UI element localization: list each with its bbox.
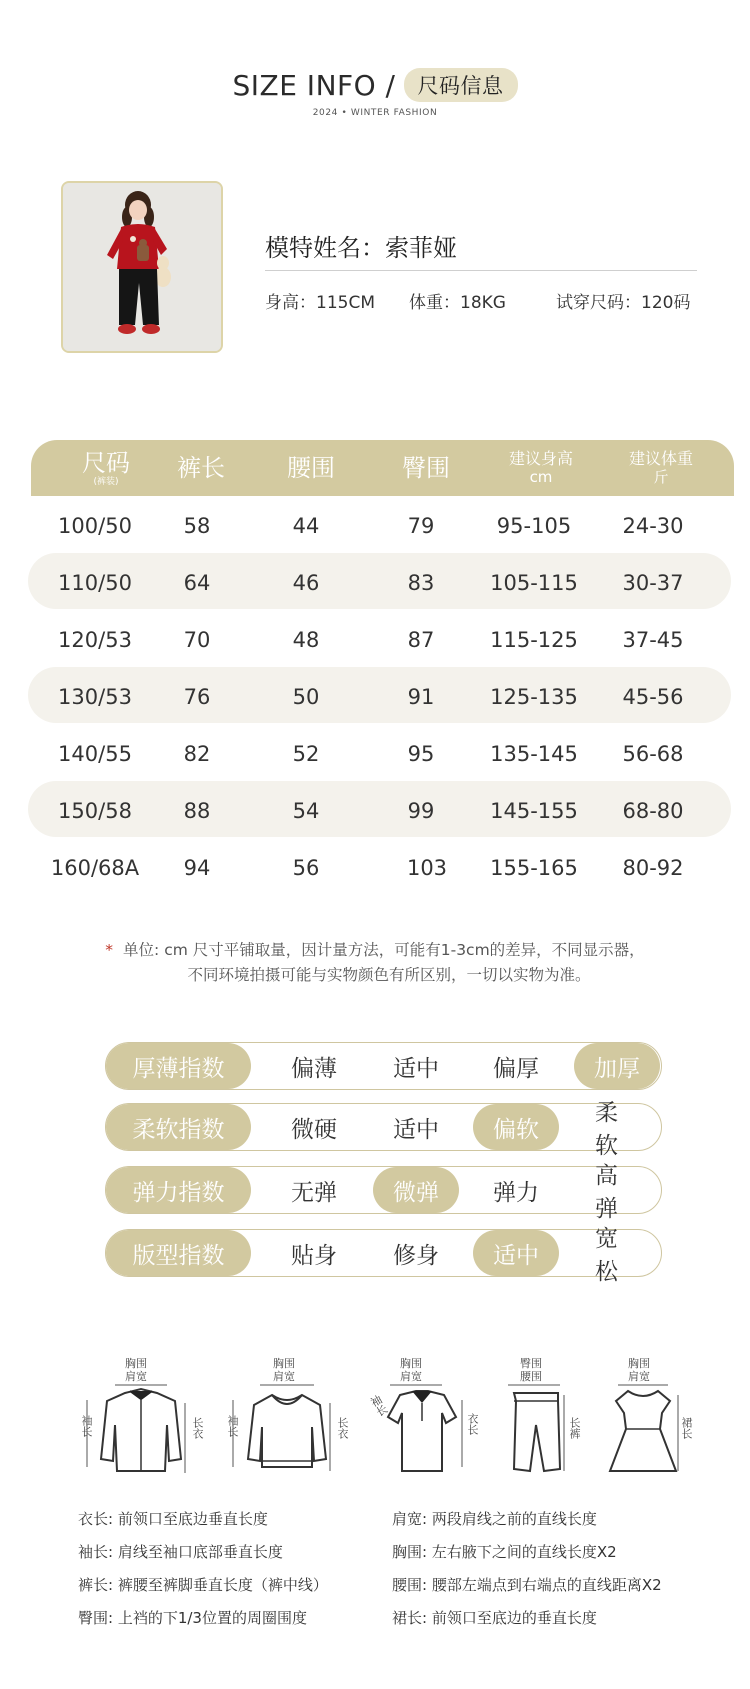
pants-label-length: 长裤 xyxy=(568,1417,581,1439)
jacket-icon xyxy=(75,1355,205,1485)
definition-chest: 胸围: 左右腋下之间的直线长度X2 xyxy=(392,1543,617,1561)
size-table-header xyxy=(31,440,734,496)
index-option: 适中 xyxy=(393,1116,439,1143)
cell-waist: 54 xyxy=(292,799,320,823)
index-option: 柔软 xyxy=(595,1100,618,1159)
cell-waist: 48 xyxy=(292,628,320,652)
polo-label-sleeve: 袖长 xyxy=(367,1392,390,1419)
cell-waist: 50 xyxy=(292,685,320,709)
cell-hip: 99 xyxy=(407,799,435,823)
th-rec-height-unit: cm xyxy=(529,468,553,486)
pants-label-hip: 臀围 xyxy=(520,1357,542,1370)
index-option: 微硬 xyxy=(291,1116,337,1143)
index-option: 无弹 xyxy=(291,1179,337,1206)
sweater-diagram xyxy=(220,1355,350,1485)
cell-waist: 44 xyxy=(292,514,320,538)
th-hip xyxy=(376,440,476,496)
cell-rec-weight: 45-56 xyxy=(622,685,684,709)
page-title xyxy=(233,68,518,102)
cell-length: 64 xyxy=(183,571,211,595)
cell-rec-weight: 24-30 xyxy=(622,514,684,538)
note-line-1 xyxy=(0,938,750,960)
definition-sleeve: 袖长: 肩线至袖口底部垂直长度 xyxy=(78,1543,283,1561)
jacket-label-sleeve: 袖长 xyxy=(80,1415,93,1437)
cell-rec-height: 95-105 xyxy=(496,514,572,538)
note-star: * xyxy=(105,941,114,959)
polo-label-shoulder: 肩宽 xyxy=(400,1370,422,1383)
cell-rec-weight: 30-37 xyxy=(622,571,684,595)
cell-rec-height: 115-125 xyxy=(490,628,578,652)
cell-waist: 52 xyxy=(292,742,320,766)
cell-hip: 79 xyxy=(407,514,435,538)
th-rec-height-label: 建议身高 xyxy=(508,449,573,468)
definition-waist: 腰围: 腰部左端点到右端点的直线距离X2 xyxy=(392,1576,662,1594)
sweater-label-sleeve: 袖长 xyxy=(226,1415,239,1437)
cell-waist: 46 xyxy=(292,571,320,595)
index-row-elasticity xyxy=(105,1163,662,1222)
definition-pants-length: 裤长: 裤腰至裤脚垂直长度（裤中线） xyxy=(78,1576,328,1594)
cell-size: 140/55 xyxy=(58,742,132,766)
th-rec-weight-label: 建议体重 xyxy=(628,449,693,468)
jacket-label-shoulder: 肩宽 xyxy=(125,1370,147,1383)
dress-icon xyxy=(598,1355,698,1485)
dress-label-length: 裙长 xyxy=(680,1417,693,1439)
cell-size: 160/68A xyxy=(50,856,140,880)
index-row-fit xyxy=(105,1226,662,1285)
index-option-selected: 加厚 xyxy=(574,1043,660,1089)
index-label: 版型指数 xyxy=(106,1230,251,1276)
model-try-size: 试穿尺码：120码 xyxy=(556,293,691,313)
page-subtitle: 2024 • WINTER FASHION xyxy=(312,108,438,118)
cell-rec-height: 135-145 xyxy=(490,742,578,766)
sweater-label-length: 长衣 xyxy=(336,1417,349,1439)
th-hip-label: 臀围 xyxy=(402,454,450,482)
index-row-thickness xyxy=(105,1042,662,1090)
note-text-1: 单位: cm 尺寸平铺取量，因计量方法，可能有1-3cm的差异，不同显示器， xyxy=(123,941,645,959)
model-weight: 体重：18KG xyxy=(409,293,506,313)
title-en: SIZE INFO / xyxy=(232,68,396,102)
index-option: 修身 xyxy=(393,1242,439,1269)
th-rec-weight xyxy=(611,440,711,496)
cell-length: 94 xyxy=(183,856,211,880)
index-option-selected: 适中 xyxy=(473,1230,559,1276)
index-option: 宽松 xyxy=(595,1226,618,1285)
th-size xyxy=(66,440,146,496)
jacket-diagram xyxy=(75,1355,205,1485)
definition-skirt-length: 裙长: 前领口至底边的垂直长度 xyxy=(392,1609,597,1627)
definition-shoulder: 肩宽: 两段肩线之前的直线长度 xyxy=(392,1510,597,1528)
cell-length: 58 xyxy=(183,514,211,538)
title-cn-badge: 尺码信息 xyxy=(404,68,518,102)
polo-diagram xyxy=(367,1355,485,1485)
index-option: 偏厚 xyxy=(493,1055,539,1082)
cell-hip: 103 xyxy=(406,856,448,880)
index-label: 弹力指数 xyxy=(106,1167,251,1213)
index-option-selected: 偏软 xyxy=(473,1104,559,1150)
cell-waist: 56 xyxy=(292,856,320,880)
cell-hip: 87 xyxy=(407,628,435,652)
cell-size: 110/50 xyxy=(58,571,132,595)
cell-length: 82 xyxy=(183,742,211,766)
th-length xyxy=(151,440,251,496)
index-option-selected: 微弹 xyxy=(373,1167,459,1213)
index-row-softness xyxy=(105,1100,662,1159)
model-figure-image xyxy=(63,183,221,351)
cell-hip: 83 xyxy=(407,571,435,595)
index-option: 适中 xyxy=(393,1055,439,1082)
cell-length: 70 xyxy=(183,628,211,652)
cell-rec-height: 105-115 xyxy=(490,571,578,595)
jacket-label-length: 长衣 xyxy=(191,1417,204,1439)
model-divider xyxy=(265,270,697,271)
index-label: 厚薄指数 xyxy=(106,1043,251,1089)
cell-rec-height: 125-135 xyxy=(490,685,578,709)
cell-rec-weight: 68-80 xyxy=(622,799,684,823)
definition-hip: 臀围: 上裆的下1/3位置的周圈围度 xyxy=(78,1609,307,1627)
th-size-note: (裤装) xyxy=(93,477,119,487)
polo-icon xyxy=(370,1355,485,1485)
index-option: 贴身 xyxy=(291,1242,337,1269)
model-photo xyxy=(61,181,223,353)
dress-label-chest: 胸围 xyxy=(628,1357,650,1370)
cell-size: 130/53 xyxy=(58,685,132,709)
th-size-label: 尺码 xyxy=(82,449,130,477)
cell-length: 76 xyxy=(183,685,211,709)
polo-label-chest: 胸围 xyxy=(400,1357,422,1370)
th-waist-label: 腰围 xyxy=(287,454,335,482)
index-option: 高弹 xyxy=(595,1163,618,1222)
page-header xyxy=(0,68,750,102)
cell-rec-weight: 80-92 xyxy=(622,856,684,880)
model-name: 模特姓名：索菲娅 xyxy=(265,234,457,262)
index-label: 柔软指数 xyxy=(106,1104,251,1150)
pants-diagram xyxy=(500,1355,590,1485)
dress-label-shoulder: 肩宽 xyxy=(628,1370,650,1383)
sweater-label-shoulder: 肩宽 xyxy=(273,1370,295,1383)
cell-length: 88 xyxy=(183,799,211,823)
th-waist xyxy=(261,440,361,496)
pants-label-waist: 腰围 xyxy=(520,1370,542,1383)
model-height: 身高：115CM xyxy=(265,293,375,313)
cell-size: 100/50 xyxy=(58,514,132,538)
index-option: 偏薄 xyxy=(291,1055,337,1082)
definition-length: 衣长: 前领口至底边垂直长度 xyxy=(78,1510,268,1528)
cell-rec-height: 145-155 xyxy=(490,799,578,823)
cell-rec-weight: 37-45 xyxy=(622,628,684,652)
jacket-label-chest: 胸围 xyxy=(125,1357,147,1370)
cell-rec-height: 155-165 xyxy=(490,856,578,880)
index-option: 弹力 xyxy=(493,1179,539,1206)
cell-hip: 91 xyxy=(407,685,435,709)
cell-rec-weight: 56-68 xyxy=(622,742,684,766)
cell-hip: 95 xyxy=(407,742,435,766)
th-length-label: 裤长 xyxy=(177,454,225,482)
note-line-2: 不同环境拍摄可能与实物颜色有所区别，一切以实物为准。 xyxy=(187,966,591,984)
cell-size: 150/58 xyxy=(58,799,132,823)
th-rec-height xyxy=(491,440,591,496)
sweater-label-chest: 胸围 xyxy=(273,1357,295,1370)
pants-icon xyxy=(500,1355,590,1485)
th-rec-weight-unit: 斤 xyxy=(653,468,669,486)
dress-diagram xyxy=(598,1355,698,1485)
cell-size: 120/53 xyxy=(58,628,132,652)
sweater-icon xyxy=(220,1355,350,1485)
polo-label-length: 衣长 xyxy=(466,1413,479,1435)
